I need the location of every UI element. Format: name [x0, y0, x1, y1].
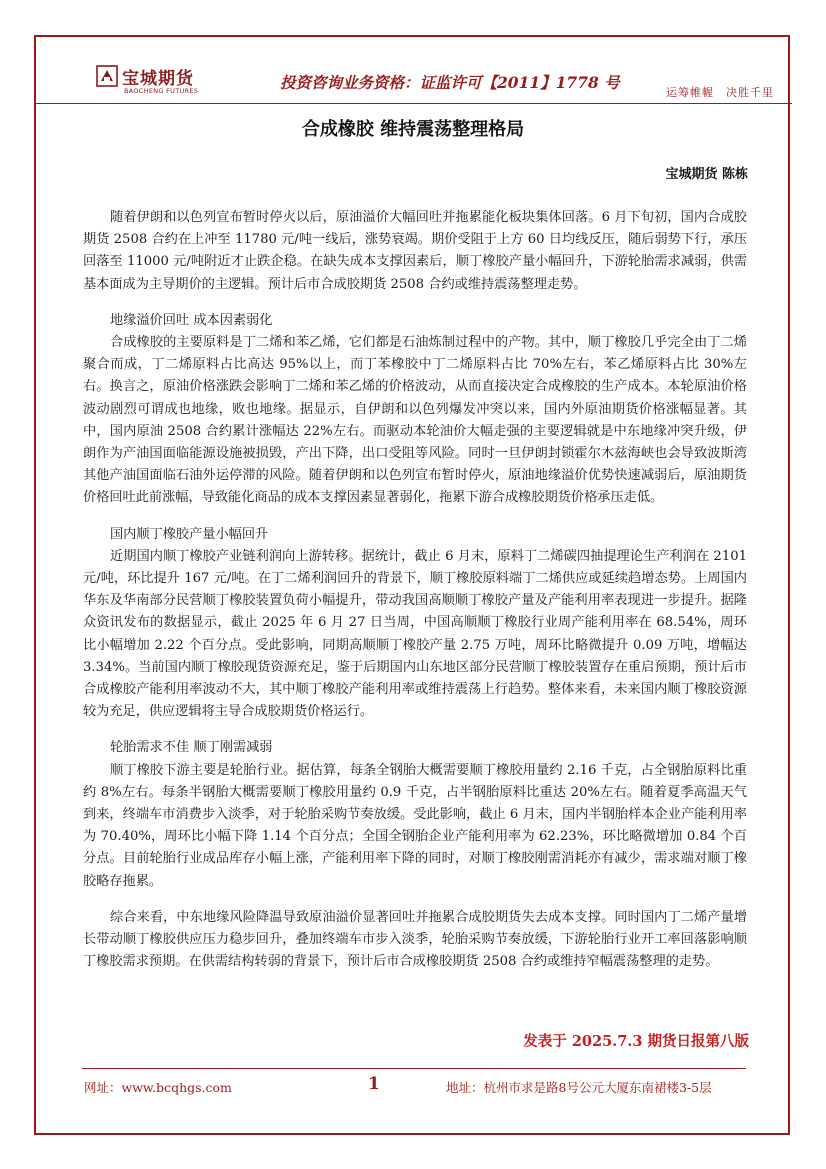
conclusion-paragraph: 综合来看，中东地缘风险降温导致原油溢价显著回吐并拖累合成胶期货失去成本支撑。同时国内丁二烯产量增长带动顺丁橡胶供应压力稳步回升，叠加终端车市步入淡季，轮胎采购节奏放缓，下游轮胎行业开工率回落影响顺丁橡胶需求预期。在供需结构转弱的背景下，预计后市合成橡胶期货 2508 合约或维持窄幅震荡整理的走势。: [83, 909, 747, 970]
section-heading: 国内顺丁橡胶产量小幅回升: [110, 526, 269, 542]
section-paragraph: 合成橡胶的主要原料是丁二烯和苯乙烯，它们都是石油炼制过程中的产物。其中，顺丁橡胶几乎完全由丁二烯聚合而成，丁二烯原料占比高达 95%以上，而丁苯橡胶中丁二烯原料占比 70%左右，苯乙烯原料占比 30%左右。换言之，原油价格涨跌会影响丁二烯和苯乙烯的价格波动，从而直接决定合成橡胶的生产成本。本轮原油价格波动剧烈可谓成也地缘，败也地缘。据显示，自伊朗和以色列爆发冲突以来，国内外原油期货价格涨幅显著。其中，国内原油 2508 合约累计涨幅达 22%左右。而驱动本轮油价大幅走强的主要逻辑就是中东地缘冲突升级，伊朗作为产油国面临能源设施被损毁，产出下降，出口受阻等风险。同时一旦伊朗封锁霍尔木兹海峡也会导致波斯湾其他产油国面临石油外运停滞的风险。随着伊朗和以色列宣布暂时停火，原油地缘溢价优势快速减弱后，原油期货价格回吐此前涨幅，导致能化商品的成本支撑因素显著弱化，拖累下游合成橡胶期货价格承压走低。: [83, 335, 747, 506]
section-heading: 地缘溢价回吐 成本因素弱化: [110, 312, 273, 328]
slogan: 运筹帷幄 决胜千里: [666, 86, 774, 99]
qualification-text: 投资咨询业务资格：证监许可【2011】1778 号: [280, 73, 620, 92]
section-paragraph: 近期国内顺丁橡胶产业链利润向上游转移。据统计，截止 6 月末，原料丁二烯碳四抽提理论生产利润在 2101 元/吨，环比提升 167 元/吨。在丁二烯利润回升的背景下，顺丁橡胶原料端丁二烯供应或延续趋增态势。上周国内华东及华南部分民营顺丁橡胶装置负荷小幅提升，带动我国高顺顺丁橡胶产量及产能利用率表现进一步提升。据隆众资讯发布的数据显示，截止 2025 年 6 月 27 日当周，中国高顺顺丁橡胶行业周产能利用率在 68.54%，周环比小幅增加 2.22 个百分点。受此影响，同期高顺顺丁橡胶产量 2.75 万吨，周环比略微提升 0.09 万吨，增幅达 3.34%。当前国内顺丁橡胶现货资源充足，鉴于后期国内山东地区部分民营顺丁橡胶装置存在重启预期，预计后市合成橡胶产能利用率波动不大，其中顺丁橡胶产能利用率或维持震荡上行趋势。整体来看，未来国内顺丁橡胶资源较为充足，供应逻辑将主导合成胶期货价格运行。: [83, 548, 747, 720]
page-header: [36, 37, 792, 105]
page-number: 1: [368, 1074, 380, 1094]
logo-name: 宝城期货: [122, 69, 194, 89]
article-body: [83, 207, 747, 974]
baocheng-logo-icon: [96, 65, 118, 87]
section-paragraph: 顺丁橡胶下游主要是轮胎行业。据估算，每条全钢胎大概需要顺丁橡胶用量约 2.16 千克，占全钢胎原料比重约 8%左右。每条半钢胎大概需要顺丁橡胶用量约 0.9 千克，占半钢胎原料比重达 20%左右。随着夏季高温天气到来，终端车市消费步入淡季，对于轮胎采购节奏放缓。受此影响，截止 6 月末，国内半钢胎样本企业产能利用率为 70.40%，周环比小幅下降 1.14 个百分点；全国全钢胎企业产能利用率为 62.23%，环比略微增加 0.84 个百分点。目前轮胎行业成品库存小幅上涨，产能利用率下降的同时，对顺丁橡胶刚需消耗亦有减少，需求端对顺丁橡胶略存拖累。: [83, 762, 747, 889]
section-heading: 轮胎需求不佳 顺丁刚需减弱: [110, 740, 273, 756]
intro-paragraph: 随着伊朗和以色列宣布暂时停火以后，原油溢价大幅回吐并拖累能化板块集体回落。6 月下旬初，国内合成胶期货 2508 合约在上冲至 11780 元/吨一线后，涨势衰竭。期价受阻于上方 60 日均线反压，随后弱势下行，承压回落至 11000 元/吨附近才止跌企稳。在缺失成本支撑因素后，顺丁橡胶产量小幅回升，下游轮胎需求减弱，供需基本面成为主导期价的主逻辑。预计后市合成胶期货 2508 合约或维持震荡整理走势。: [83, 210, 747, 292]
header-divider: [36, 103, 792, 104]
publication-note: 发表于 2025.7.3 期货日报第八版: [523, 1033, 749, 1050]
footer-website[interactable]: 网址：www.bcqhgs.com: [84, 1080, 232, 1095]
footer-divider: [82, 1068, 746, 1069]
article-author: 宝城期货 陈栋: [665, 167, 748, 182]
article-title: 合成橡胶 维持震荡整理格局: [301, 119, 525, 140]
footer-address: 地址：杭州市求是路8号公元大厦东南裙楼3-5层: [446, 1080, 712, 1095]
logo-name-en: BAOCHENG FUTURES: [124, 87, 199, 95]
